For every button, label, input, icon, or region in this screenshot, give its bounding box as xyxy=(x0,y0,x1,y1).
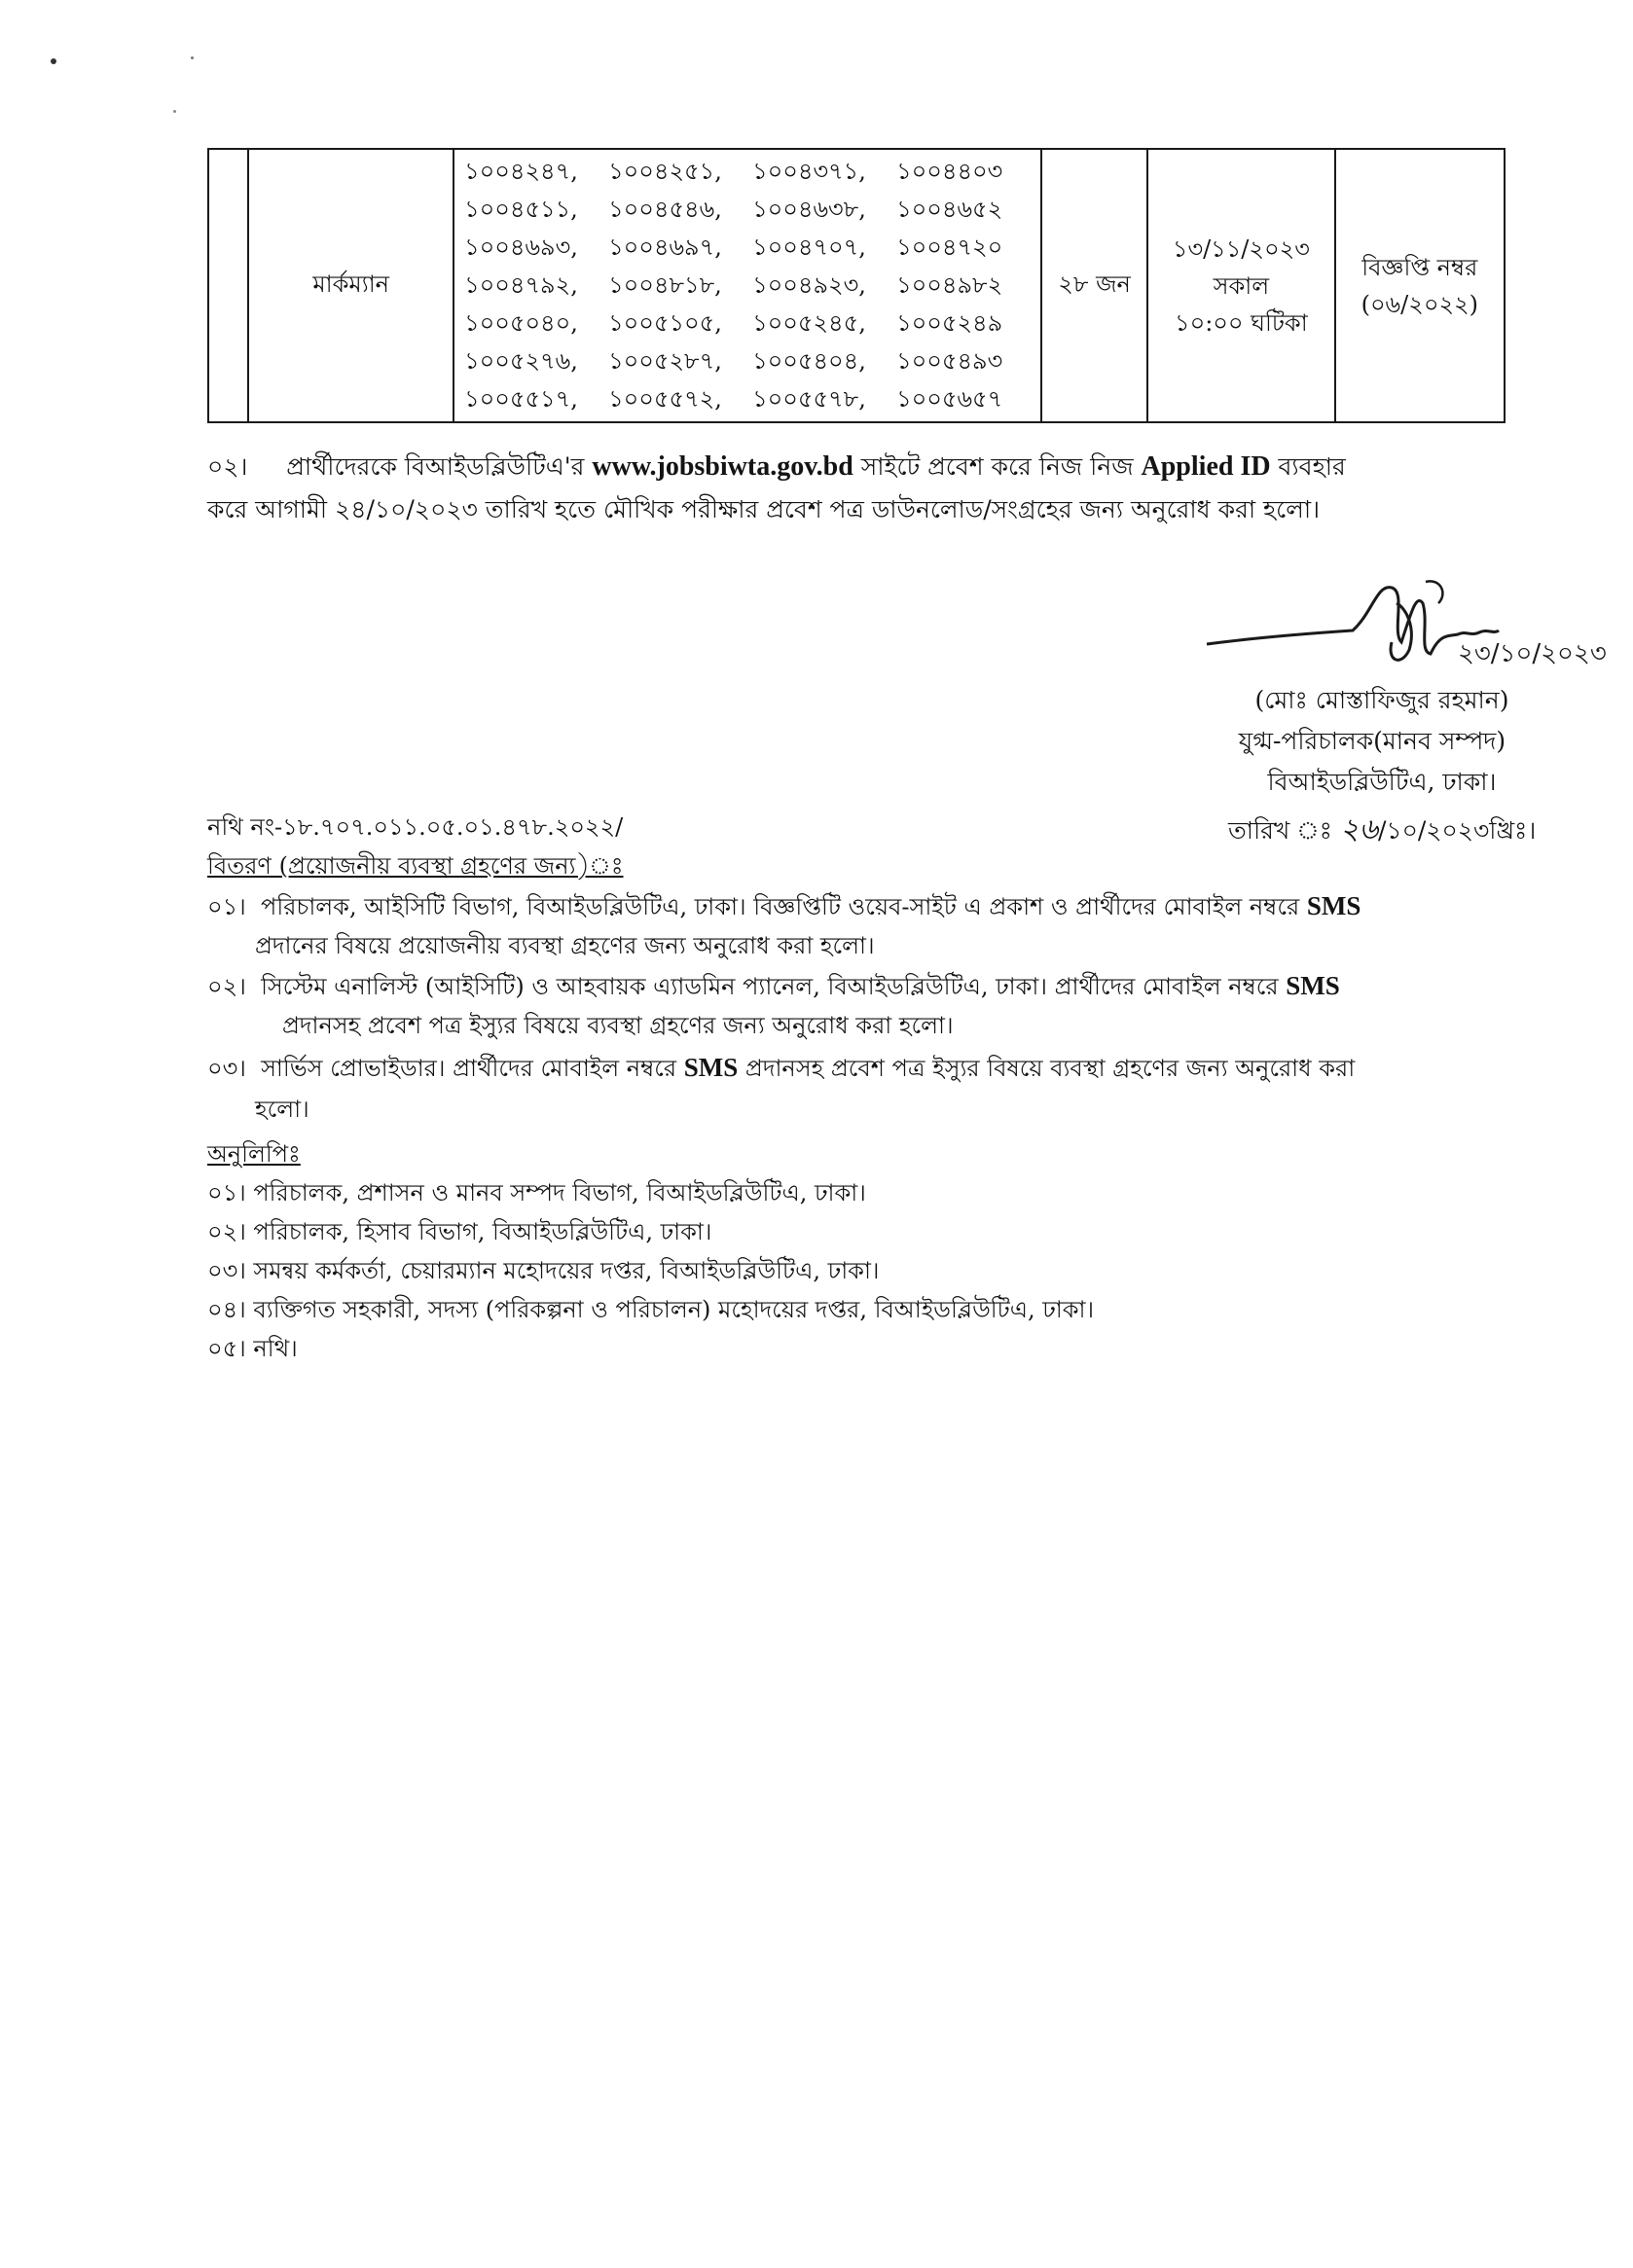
signatory-office: বিআইডব্লিউটিএ, ঢাকা। xyxy=(1267,768,1497,796)
applicant-id: ১০০৪৩৭১, xyxy=(752,157,866,185)
applicant-id: ১০০৫০৪০, xyxy=(464,308,578,337)
copy-item: ০৩। সমন্বয় কর্মকর্তা, চেয়ারম্যান মহোদয়ের দপ্তর, বিআইডব্লিউটিএ, ঢাকা। xyxy=(207,1257,880,1284)
applicant-id: ১০০৫২৪৫, xyxy=(752,308,866,337)
interview-schedule-table xyxy=(207,148,1506,423)
copy-item: ০৪। ব্যক্তিগত সহকারী, সদস্য (পরিকল্পনা ও পরিচালন) মহোদয়ের দপ্তর, বিআইডব্লিউটিএ, ঢাকা। xyxy=(207,1296,1095,1323)
scan-speck xyxy=(173,110,176,113)
circular-ref-cell xyxy=(1335,149,1505,422)
copy-item: ০১। পরিচালক, প্রশাসন ও মানব সম্পদ বিভাগ, বিআইডব্লিউটিএ, ঢাকা। xyxy=(207,1179,866,1206)
distribution-item-cont: প্রদানসহ প্রবেশ পত্র ইস্যুর বিষয়ে ব্যবস্থা গ্রহণের জন্য অনুরোধ করা হলো। xyxy=(282,1012,954,1039)
id-row xyxy=(464,192,1040,230)
exam-date: ১৩/১১/২০২৩ xyxy=(1172,234,1310,263)
item-number: ০২। xyxy=(207,973,246,1000)
signatory-designation: যুগ্ম-পরিচালক(মানব সম্পদ) xyxy=(1238,727,1506,755)
applicant-id: ১০০৪৬৯৩, xyxy=(464,233,578,261)
applicant-id: ১০০৫৪০৪, xyxy=(752,346,866,375)
applicant-id: ১০০৫২৭৬, xyxy=(464,346,578,375)
memo-number: নথি নং-১৮.৭০৭.০১১.০৫.০১.৪৭৮.২০২২/ xyxy=(207,813,624,841)
scan-speck xyxy=(51,58,56,64)
applicant-id: ১০০৪৮১৮, xyxy=(608,270,722,299)
applicant-id: ১০০৫২৮৭, xyxy=(608,346,722,375)
distribution-item xyxy=(207,1051,1355,1090)
website-link[interactable]: www.jobsbiwta.gov.bd xyxy=(592,451,853,482)
table-row xyxy=(208,149,1505,422)
post-name-cell xyxy=(248,149,454,422)
exam-time: ১০:০০ ঘটিকা xyxy=(1175,308,1308,337)
applicant-id: ১০০৪৬৯৭, xyxy=(608,233,722,261)
applicant-id: ১০০৪৬৩৮, xyxy=(752,195,866,223)
signatory-name: (মোঃ মোস্তাফিজুর রহমান) xyxy=(1254,686,1509,714)
item-number: ০১। xyxy=(207,893,246,920)
id-row xyxy=(464,343,1040,381)
handwritten-date: ২৩/১০/২০২৩ xyxy=(1458,639,1607,668)
applicant-id: ১০০৪৭৯২, xyxy=(464,270,578,299)
distribution-item-cont: হলো। xyxy=(255,1096,309,1123)
sms-term: SMS xyxy=(1306,891,1361,920)
exam-datetime-cell xyxy=(1147,149,1335,422)
date-label: তারিখ ঃ xyxy=(1228,816,1332,845)
id-row xyxy=(464,306,1040,343)
applicant-id: ১০০৪৫১১, xyxy=(464,195,578,223)
applicant-id: ১০০৫৫৭২, xyxy=(608,384,722,413)
applicant-id: ১০০৫১০৫, xyxy=(608,308,722,337)
applicant-ids-cell xyxy=(454,149,1041,422)
applicant-id: ১০০৫৫১৭, xyxy=(464,384,578,413)
applicant-id: ১০০৪৭০৭, xyxy=(752,233,866,261)
applicant-id: ১০০৪৪০৩ xyxy=(896,157,1003,185)
applicant-id: ১০০৪৭২০ xyxy=(896,233,1003,261)
instruction-paragraph xyxy=(207,448,1346,489)
id-row xyxy=(464,268,1040,306)
applicant-id: ১০০৫২৪৯ xyxy=(896,308,1003,337)
distribution-item xyxy=(207,889,1361,928)
instruction-paragraph-line2: করে আগামী ২৪/১০/২০২৩ তারিখ হতে মৌখিক পরীক্ষার প্রবেশ পত্র ডাউনলোড/সংগ্রহের জন্য অনুরোধ করা হলো। xyxy=(207,495,1321,523)
copies-heading: অনুলিপিঃ xyxy=(207,1140,301,1168)
para-number: ০২। xyxy=(207,452,248,481)
applicant-id: ১০০৫৬৫৭ xyxy=(896,384,1003,413)
copy-item: ০২। পরিচালক, হিসাব বিভাগ, বিআইডব্লিউটিএ, ঢাকা। xyxy=(207,1218,712,1245)
scan-speck xyxy=(191,56,194,59)
circular-number: (০৬/২০২২) xyxy=(1361,290,1479,318)
candidate-count: ২৮ জন xyxy=(1058,270,1131,298)
distribution-heading: বিতরণ (প্রয়োজনীয় ব্যবস্থা গ্রহণের জন্য)ঃ xyxy=(207,852,624,880)
item-text: সার্ভিস প্রোভাইডার। প্রার্থীদের মোবাইল নম্বরে xyxy=(261,1055,677,1082)
applicant-id: ১০০৪৯৮২ xyxy=(896,270,1003,299)
para-text: প্রার্থীদেরকে বিআইডব্লিউটিএ'র xyxy=(286,452,585,481)
copy-item: ০৫। নথি। xyxy=(207,1335,298,1362)
memo-date xyxy=(1228,806,1536,855)
id-row xyxy=(464,381,1040,419)
applicant-id: ১০০৫৫৭৮, xyxy=(752,384,866,413)
applicant-id: ১০০৪৬৫২ xyxy=(896,195,1003,223)
exam-time-of-day: সকাল xyxy=(1213,271,1270,300)
para-text: সাইটে প্রবেশ করে নিজ নিজ xyxy=(860,452,1134,481)
candidate-count-cell xyxy=(1041,149,1147,422)
sms-term: SMS xyxy=(683,1053,739,1082)
serial-cell xyxy=(208,149,248,422)
applicant-id: ১০০৪৫৪৬, xyxy=(608,195,722,223)
applicant-id: ১০০৪৯২৩, xyxy=(752,270,866,299)
id-row xyxy=(464,230,1040,268)
signature-image xyxy=(1207,574,1607,681)
applied-id-term: Applied ID xyxy=(1141,451,1271,482)
distribution-item xyxy=(207,969,1340,1008)
distribution-item-cont: প্রদানের বিষয়ে প্রয়োজনীয় ব্যবস্থা গ্রহণের জন্য অনুরোধ করা হলো। xyxy=(255,932,875,959)
item-text: পরিচালক, আইসিটি বিভাগ, বিআইডব্লিউটিএ, ঢাকা। বিজ্ঞপ্তিটি ওয়েব-সাইট এ প্রকাশ ও প্রার্থীদের মোবাইল নম্বরে xyxy=(261,893,1300,920)
post-name: মার্কম্যান xyxy=(312,270,389,298)
id-row xyxy=(464,154,1040,192)
applicant-id: ১০০৪২৪৭, xyxy=(464,157,578,185)
item-number: ০৩। xyxy=(207,1055,246,1082)
para-text: ব্যবহার xyxy=(1278,452,1346,481)
item-text: সিস্টেম এনালিস্ট (আইসিটি) ও আহবায়ক এ্যাডমিন প্যানেল, বিআইডব্লিউটিএ, ঢাকা। প্রার্থীদের মোবাইল নম্বরে xyxy=(261,973,1279,1000)
date-day-handwritten: ২৬ xyxy=(1339,812,1378,846)
circular-label: বিজ্ঞপ্তি নম্বর xyxy=(1361,253,1478,281)
date-rest: /১০/২০২৩খ্রিঃ। xyxy=(1377,816,1537,845)
applicant-id: ১০০৫৪৯৩ xyxy=(896,346,1003,375)
applicant-id: ১০০৪২৫১, xyxy=(608,157,722,185)
sms-term: SMS xyxy=(1286,971,1340,1000)
item-text: প্রদানসহ প্রবেশ পত্র ইস্যুর বিষয়ে ব্যবস্থা গ্রহণের জন্য অনুরোধ করা xyxy=(744,1055,1356,1082)
